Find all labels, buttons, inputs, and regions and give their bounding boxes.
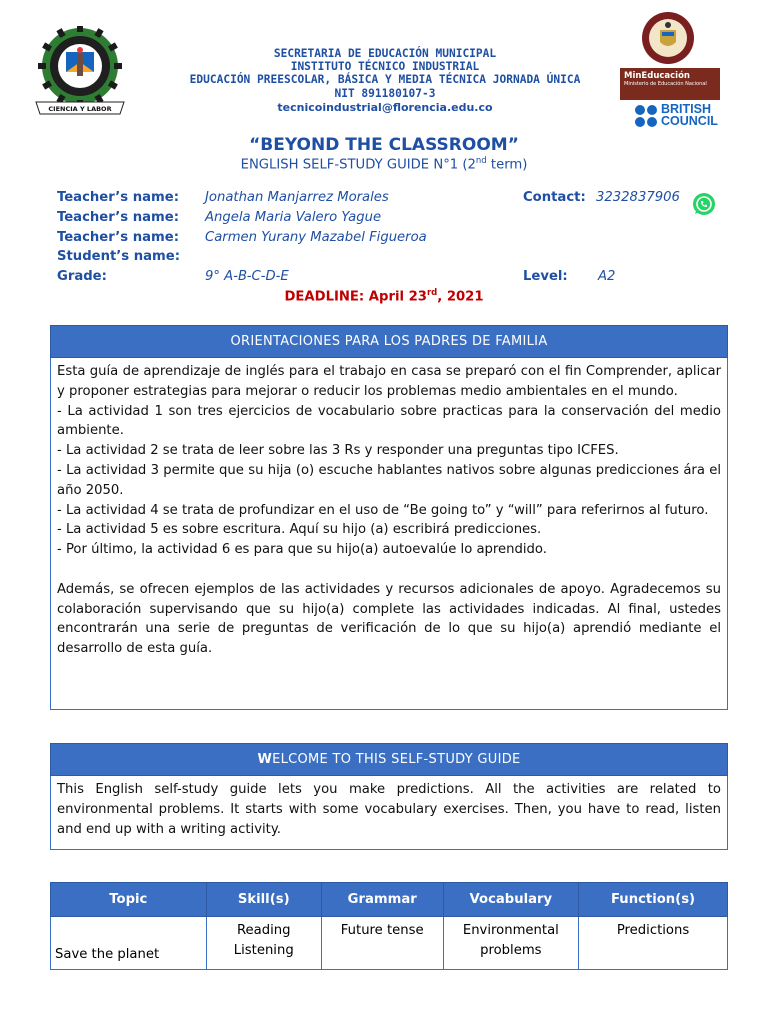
level-value: A2 [598,269,616,284]
colombia-seal-icon [640,10,696,66]
activity-5: - La actividad 5 es sobre escritura. Aquí su hijo (a) escribirá predicciones. [57,522,542,538]
header-nit: NIT 891180107-3 [334,87,436,100]
col-skills: Skill(s) [206,883,321,917]
cell-grammar: Future tense [321,917,443,970]
school-motto: CIENCIA Y LABOR [48,105,112,113]
activity-3: - La actividad 3 permite que su hija (o) escuche hablantes nativos sobre algunas predicciones ára el año 2050. [57,462,721,498]
header-secretaria: SECRETARIA DE EDUCACIÓN MUNICIPAL [273,47,497,60]
activity-1: - La actividad 1 son tres ejercicios de vocabulario sobre practicas para la conservación del medio ambiente. [57,403,721,439]
cell-topic: Save the planet [51,917,207,970]
mineducacion-title: MinEducación [624,71,690,81]
header-email[interactable]: tecnicoindustrial@florencia.edu.co [277,101,493,114]
british-text: BRITISH [661,102,711,116]
table-row [51,917,728,970]
level-label: Level: [523,269,568,284]
parents-body [50,358,728,710]
grade-value: 9° A-B-C-D-E [205,269,289,284]
parents-intro: Esta guía de aprendizaje de inglés para el trabajo en casa se preparó con el fin Comprender, aplicar y proponer estrategias para mejorar o reducir los problemas medio ambientales en el mundo. [57,364,721,399]
teacher-name-3: Carmen Yurany Mazabel Figueroa [205,230,427,245]
school-logo [22,26,138,116]
teacher-label-2: Teacher’s name: [57,210,179,225]
activity-6: - Por último, la actividad 6 es para que su hijo(a) autoevalúe lo aprendido. [57,542,547,558]
guide-summary-table [50,882,728,970]
cell-skill-reading: Reading [236,923,291,938]
teacher-name-1: Jonathan Manjarrez Morales [205,190,389,205]
parents-header: ORIENTACIONES PARA LOS PADRES DE FAMILIA [50,325,728,358]
welcome-header [50,743,728,776]
cell-skills [206,917,321,970]
whatsapp-icon[interactable] [692,192,716,216]
activity-4: - La actividad 4 se trata de profundizar en el uso de “Be going to” y “will” para referirnos al futuro. [57,502,709,518]
col-vocabulary: Vocabulary [443,883,578,917]
guide-subtitle-prefix: ENGLISH SELF-STUDY GUIDE N°1 (2 [240,157,476,173]
deadline-suffix: , 2021 [437,289,484,305]
deadline-prefix: DEADLINE: April 23 [284,289,427,305]
cell-vocab-line2: problems [480,943,542,958]
activity-2: - La actividad 2 se trata de leer sobre las 3 Rs y responder una preguntas tipo ICFES. [57,443,619,459]
welcome-text: This English self-study guide lets you make predictions. All the activities are related to environmental problems. It starts with some vocabulary exercises. Then, you have to read, listen and end up with a writing activity. [57,782,721,837]
col-grammar: Grammar [321,883,443,917]
teacher-label-1: Teacher’s name: [57,190,179,205]
welcome-header-initial: W [257,752,273,767]
col-topic: Topic [51,883,207,917]
contact-label: Contact: [523,190,586,205]
welcome-header-rest: ELCOME TO THIS SELF-STUDY GUIDE [272,752,521,767]
contact-phone[interactable]: 3232837906 [596,190,680,205]
cell-vocabulary [443,917,578,970]
parents-closing: Además, se ofrecen ejemplos de las actividades y recursos adicionales de apoyo. Agradecemos su colaboración supervisando que su hijo(a) complete las actividades indicadas. Al final, ustedes encontrarán una serie de preguntas de verificación de lo que su hijo(a) aprendió mediante el desarrollo de esta guía. [57,581,721,657]
header-institute: INSTITUTO TÉCNICO INDUSTRIAL [290,60,480,73]
british-council-logo [634,102,729,130]
mineducacion-banner [620,68,720,100]
guide-subtitle-suffix: term) [486,157,528,173]
partner-logos [610,10,725,130]
cell-functions: Predictions [579,917,728,970]
guide-subtitle [0,156,768,172]
table-header-row [51,883,728,917]
col-functions: Function(s) [579,883,728,917]
grade-label: Grade: [57,269,107,284]
mineducacion-subtitle: Ministerio de Educación Nacional [624,81,707,87]
teacher-name-2: Angela Maria Valero Yague [205,210,382,225]
guide-title: “BEYOND THE CLASSROOM” [249,135,519,155]
deadline [0,288,768,304]
cell-vocab-line1: Environmental [462,923,559,938]
student-label: Student’s name: [57,249,180,264]
deadline-sup: rd [426,288,438,298]
paragraph-spacer [57,560,721,580]
header-education: EDUCACIÓN PREESCOLAR, BÁSICA Y MEDIA TÉCNICA JORNADA ÚNICA [189,73,581,86]
cell-skill-listening: Listening [233,943,294,958]
british-council-dots-icon [634,104,658,128]
guide-subtitle-sup: nd [475,156,487,166]
council-text: COUNCIL [661,114,718,128]
welcome-body [50,776,728,850]
teacher-label-3: Teacher’s name: [57,230,179,245]
